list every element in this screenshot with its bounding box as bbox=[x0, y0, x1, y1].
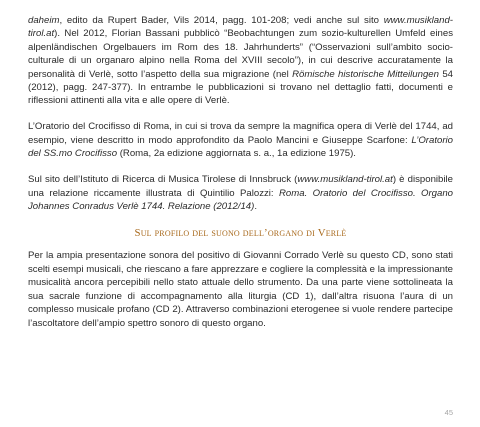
page-body bbox=[28, 14, 453, 330]
paragraph-bibliography-bassani bbox=[28, 14, 453, 108]
text-span: L’Oratorio del Crocifisso di Roma, in cui si trova da sempre la magnifica opera di Verlè del 1744, ad esempio, viene descritto in modo approfondito da Paolo Mancini e Giuseppe Scarfone: bbox=[28, 121, 453, 146]
page-number: 45 bbox=[444, 408, 453, 417]
paragraph-sound-profile: Per la ampia presentazione sonora del positivo di Giovanni Corrado Verlè su questo CD, sono stati scelti esempi musicali, che riescano a fare apprezzare e cogliere la complessità e la impressionante musicalità ancora percepibili nello stato attuale dello strumento. Da una parte viene sottolineata la sua sacrale funzione di accompagnamento alla liturgia (CD 1), dall’altra risuona l’aura di un complesso musicale profano (CD 2). Attraverso combinazioni eterogenee si vuole rendere partecipe l’ascoltatore dell’ampio spettro sonoro di questo organo. bbox=[28, 250, 453, 329]
website-link-text: www.musikland-tirol.at bbox=[28, 15, 453, 40]
paragraph-website bbox=[28, 173, 453, 213]
text-span: Sul sito dell’Istituto di Ricerca di Musica Tirolese di Innsbruck ( bbox=[28, 174, 298, 186]
paragraph-oratorio bbox=[28, 120, 453, 160]
website-link-text: www.musikland-tirol.at bbox=[297, 174, 393, 186]
report-title: Roma. Oratorio del Crocifisso. Organo Johannes Conradus Verlè 1744. Relazione (2012/14) bbox=[28, 187, 454, 213]
section-heading bbox=[28, 227, 453, 239]
text-span: ) è disponibile una relazione riccamente illustrata di Quintilio Palozzi: bbox=[28, 174, 453, 199]
section-heading-text: Sul profilo del suono dell’organo di Verlè bbox=[134, 227, 347, 240]
book-title-fragment: daheim bbox=[28, 15, 60, 26]
text-span: ). Nel 2012, Florian Bassani pubblicò “Beobachtungen zum sozio-kulturellen Umfeld eines alpenländischen Orgelbauers im Rom des 18. Jahrhunderts” (“Osservazioni sull’ambito socio-culturale di un organaro alpino nella Roma del XVIII secolo”), in cui descrive accuratamente la personalità di Verlè, sotto l’aspetto della sua migrazione (nel bbox=[28, 28, 453, 80]
text-span: . bbox=[254, 201, 257, 213]
text-span: 54 (2012), pagg. 247-377). In entrambe le pubblicazioni si trovano nel dettaglio fatti, documenti e riflessioni attinenti alla vita e alle opere di Verlè. bbox=[28, 68, 453, 107]
text-span: (Roma, 2a edizione aggiornata s. a., 1a edizione 1975). bbox=[117, 148, 356, 160]
book-title: L’Oratorio del SS.mo Crocifisso bbox=[28, 134, 453, 160]
journal-title: Römische historische Mitteilungen bbox=[292, 68, 439, 80]
text-span: , edito da Rupert Bader, Vils 2014, pagg. 101-208; vedi anche sul sito bbox=[59, 15, 384, 26]
